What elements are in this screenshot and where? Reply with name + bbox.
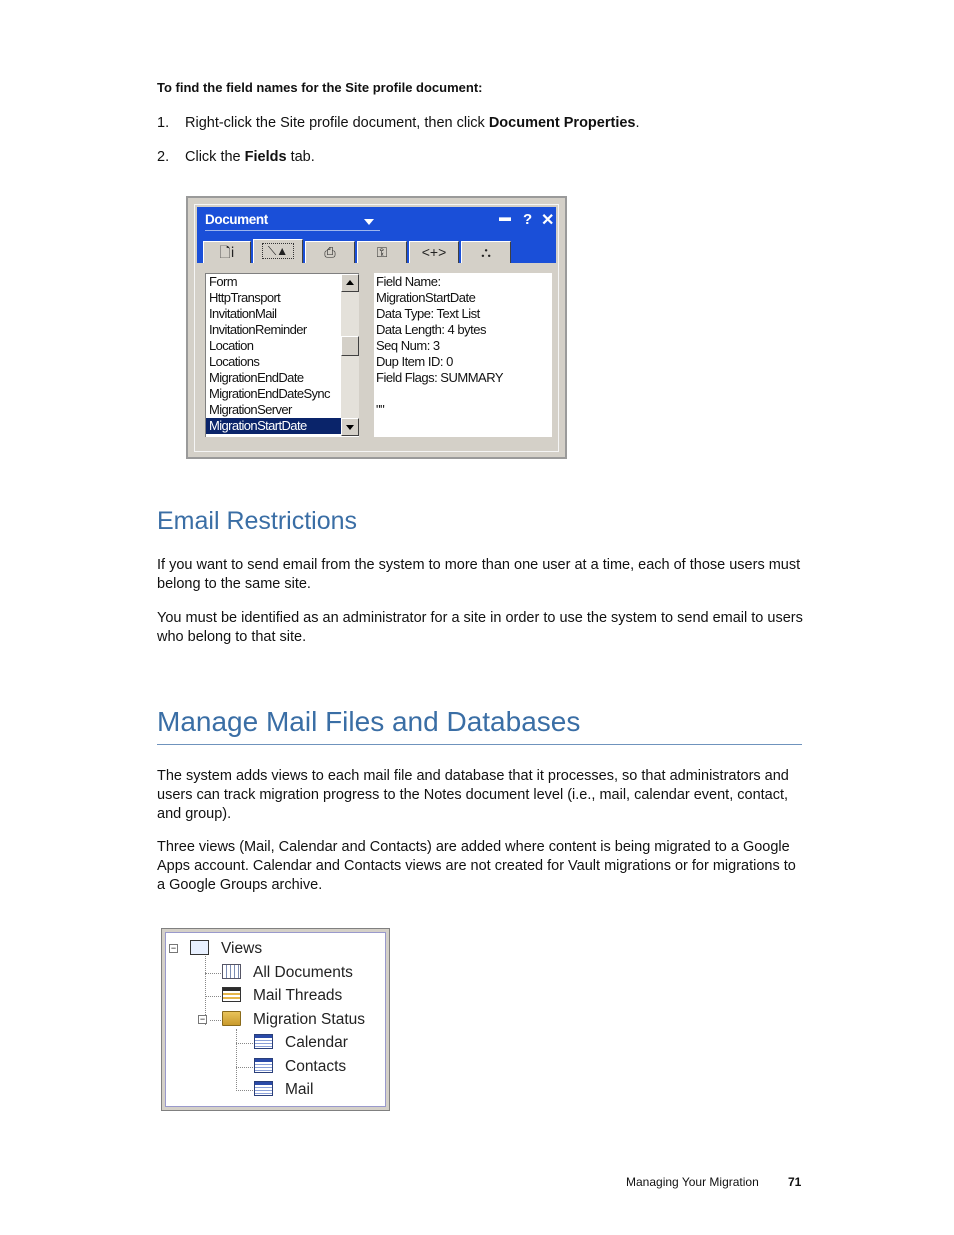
scroll-thumb[interactable] — [341, 336, 359, 356]
tree-node-label: Mail Threads — [253, 987, 343, 1004]
field-list-item[interactable]: InvitationReminder — [209, 322, 307, 337]
field-list-item-selected[interactable]: MigrationStartDate — [206, 418, 343, 434]
tree-connector — [236, 1067, 253, 1068]
step-number: 1. — [157, 115, 170, 131]
field-detail-line: Data Length: 4 bytes — [376, 322, 486, 337]
tags-icon: <+> — [421, 244, 447, 260]
email-restrictions-heading: Email Restrictions — [157, 507, 358, 535]
tree-node-label: Migration Status — [253, 1011, 365, 1028]
views-tree — [161, 928, 390, 1111]
dialog-tabs — [197, 237, 556, 263]
printer-icon: ⎙ — [324, 244, 336, 260]
key-icon: ⚿ — [376, 244, 388, 260]
threads-icon — [222, 987, 241, 1002]
views-icon — [190, 940, 209, 955]
heading-rule — [157, 744, 802, 745]
field-detail-line: "" — [376, 402, 385, 417]
hierarchy-tab[interactable] — [461, 241, 511, 263]
collapse-views-icon[interactable]: − — [170, 943, 177, 953]
email-paragraph: If you want to send email from the system to more than one user at a time, each of those users must belong to the same site. — [157, 557, 801, 592]
field-list-item[interactable]: HttpTransport — [209, 290, 281, 305]
security-tab[interactable] — [357, 241, 407, 263]
tree-node-label: Mail — [285, 1081, 314, 1098]
view-icon — [254, 1058, 273, 1073]
tree-node-contacts[interactable] — [254, 1057, 346, 1077]
fields-tab-icon: ⟍▲ — [262, 243, 294, 259]
footer-section-title: Managing Your Migration — [626, 1175, 759, 1189]
folder-open-icon — [222, 1011, 241, 1026]
help-icon[interactable]: ? — [523, 211, 533, 228]
email-paragraph: You must be identified as an administrator for a site in order to use the system to send email to users who belong to that site. — [157, 610, 803, 645]
step-bold: Fields — [244, 149, 287, 165]
field-list-item[interactable]: Locations — [209, 354, 260, 369]
tags-tab[interactable] — [409, 241, 459, 263]
tree-node-mail-threads[interactable] — [222, 986, 342, 1006]
collapse-migration-status-icon[interactable]: − — [199, 1014, 206, 1024]
step-2 — [157, 149, 315, 165]
field-list-item[interactable]: MigrationServer — [209, 402, 292, 417]
procedure-heading: To find the field names for the Site profile document: — [157, 80, 483, 95]
down-arrow-icon — [346, 425, 354, 430]
step-text-end: tab. — [286, 149, 315, 165]
print-tab[interactable] — [305, 241, 355, 263]
field-detail-line: Seq Num: 3 — [376, 338, 440, 353]
step-bold: Document Properties — [488, 115, 636, 131]
step-number: 2. — [157, 149, 170, 165]
field-list-item[interactable]: MigrationEndDate — [209, 370, 304, 385]
info-tab-icon: 🗋ⅰ — [219, 244, 235, 260]
scroll-up-button[interactable] — [341, 274, 359, 292]
dialog-titlebar — [197, 207, 556, 237]
tree-connector — [205, 973, 221, 974]
tree-node-label: Calendar — [285, 1034, 348, 1051]
up-arrow-icon — [346, 280, 354, 285]
tree-node-label: Contacts — [285, 1058, 347, 1075]
field-list-item[interactable]: InvitationMail — [209, 306, 277, 321]
manage-paragraph: The system adds views to each mail file and database that it processes, so that administrators and users can track migration progress to the Notes document level (i.e., mail, calendar event, contact, and group). — [157, 768, 789, 822]
field-list-scrollbar[interactable] — [341, 274, 359, 436]
documents-icon — [222, 964, 241, 979]
manage-paragraph: Three views (Mail, Calendar and Contacts) are added where content is being migrated to a Google Apps account. Calendar and Contacts views are not created for Vault migrations or for migrations to a Google Groups archive. — [157, 839, 796, 893]
tree-node-views[interactable] — [190, 939, 262, 959]
tree-node-calendar[interactable] — [254, 1033, 348, 1053]
info-tab[interactable] — [203, 241, 251, 263]
step-1 — [157, 115, 640, 131]
tree-node-label: Views — [221, 940, 263, 957]
document-properties-dialog — [186, 196, 567, 459]
field-detail-line: Data Type: Text List — [376, 306, 480, 321]
field-list-item[interactable]: Form — [209, 274, 237, 289]
field-detail-line: MigrationStartDate — [376, 290, 476, 305]
dropdown-arrow-icon — [364, 219, 374, 225]
tree-node-mail[interactable] — [254, 1080, 313, 1100]
scroll-down-button[interactable] — [341, 418, 359, 436]
tree-node-migration-status[interactable] — [222, 1010, 365, 1030]
tree-connector — [236, 1090, 253, 1091]
manage-mail-heading: Manage Mail Files and Databases — [157, 706, 581, 737]
tree-connector — [236, 1043, 253, 1044]
field-detail-line: Field Name: — [376, 274, 441, 289]
tree-node-all-documents[interactable] — [222, 963, 353, 983]
field-details-pane — [374, 273, 552, 437]
field-list-item[interactable]: Location — [209, 338, 254, 353]
view-icon — [254, 1034, 273, 1049]
fields-tab[interactable] — [253, 239, 303, 263]
tree-connector — [210, 1020, 221, 1021]
field-detail-line: Dup Item ID: 0 — [376, 354, 453, 369]
field-detail-line — [376, 386, 552, 402]
close-icon[interactable]: ✕ — [541, 212, 555, 229]
document-type-label: Document — [205, 212, 268, 227]
field-list-item[interactable]: MigrationEndDateSync — [209, 386, 330, 401]
field-detail-line: Field Flags: SUMMARY — [376, 370, 504, 385]
field-list[interactable] — [205, 273, 359, 437]
view-icon — [254, 1081, 273, 1096]
step-text-end: . — [635, 115, 640, 131]
menu-dots-icon[interactable]: ▬ — [499, 210, 511, 224]
tree-node-label: All Documents — [253, 964, 353, 981]
hierarchy-icon: ⛬ — [481, 244, 491, 260]
tree-connector — [205, 996, 221, 997]
tree-connector — [236, 1029, 237, 1091]
step-text: Click the — [185, 149, 245, 165]
step-text: Right-click the Site profile document, then click — [185, 115, 489, 131]
document-type-select[interactable] — [205, 212, 380, 231]
page-number: 71 — [788, 1175, 802, 1189]
